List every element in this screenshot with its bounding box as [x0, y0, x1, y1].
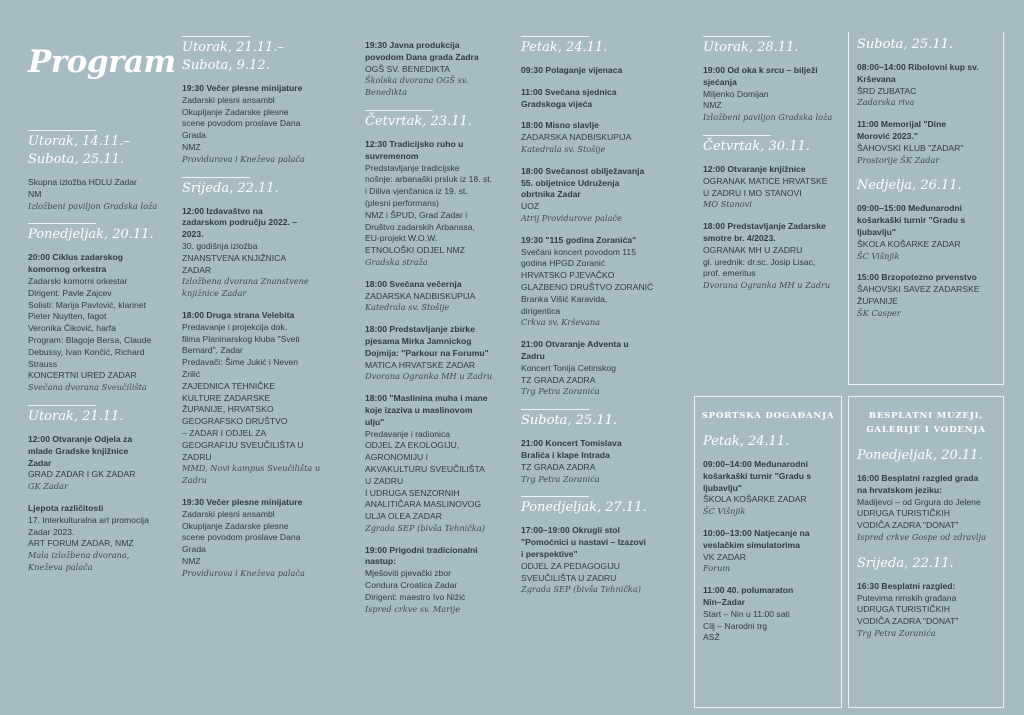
event-entry — [703, 528, 833, 575]
event-title: 11:00 Memorijal "Dine Morović 2023." — [857, 119, 947, 141]
day-section — [703, 135, 849, 292]
event-entry — [365, 545, 510, 616]
event-title: 19:30 Javna produkcija povodom Dana grada Zadra — [365, 40, 479, 62]
event-venue: Dvorana Ogranka MH u Zadru — [703, 280, 831, 291]
event-title: 19:00 Od oka k srcu – bilježi sjećanja — [703, 65, 818, 87]
event-venue: ŠK Casper — [857, 307, 901, 318]
event-details: Koncert Tonija Cetinskog TZ GRADA ZADRA — [521, 362, 616, 385]
event-entry — [28, 503, 170, 574]
day-heading: Petak, 24.11. — [703, 434, 790, 449]
event-entry — [28, 177, 170, 212]
weekend-box — [848, 32, 1004, 385]
event-details: Predavanje i radionica ODJEL ZA EKOLOGIJU, AGRONOMIJU I AKVAKULTURU SVEUČILIŠTA U ZADRU I UDRUGA SENZORNIH ANALITIČARA MASLINOVOG ULJA OLEA ZADAR — [365, 428, 485, 522]
event-details: Mješoviti pjevački zbor Condura Croatica Zadar Dirigent: maestro Ivo Nižić — [365, 568, 466, 602]
event-details: MATICA HRVATSKE ZADAR — [365, 359, 476, 370]
event-venue: Dvorana Ogranka MH u Zadru — [365, 371, 493, 382]
section-divider — [28, 405, 96, 406]
day-heading: Utorak, 28.11. — [703, 40, 799, 55]
event-title: 11:00 Svečana sjednica Gradskoga vijeća — [521, 86, 617, 109]
day-heading: Subota, 25.11. — [857, 37, 954, 52]
event-entry — [521, 235, 669, 329]
day-section — [28, 223, 170, 394]
event-venue: Izložbeni paviljon Gradska loža — [28, 200, 158, 211]
event-entry — [28, 434, 170, 493]
event-entry — [521, 525, 669, 596]
event-entry — [857, 203, 995, 262]
event-entry — [365, 139, 510, 269]
day-heading: Srijeda, 22.11. — [182, 180, 279, 196]
event-title: 18:00 Predstavljanje zbirke pjesama Mirka Jamnickog Dojmija: "Parkour na Forumu" — [365, 324, 489, 358]
event-venue: Školska dvorana OGŠ sv. Benedikta — [365, 75, 469, 98]
event-details: Predstavljanje tradicijske nošnje: arbanaški prsluk iz 18. st. i Diliva vjenčanica iz 19. st. (plesni performans) NMZ i ŠPUD, Grad Zadar i Društvo zadarskih Arbanasa, EU-projekt W.O.W. ETNOLOŠKI ODJEL NMZ — [365, 162, 493, 256]
event-venue: Svečana dvorana Sveučilišta — [28, 382, 147, 393]
event-venue: Katedrala sv. Stošije — [521, 143, 606, 154]
day-section — [365, 40, 510, 99]
event-title: 21:00 Otvaranje Adventa u Zadru — [521, 339, 629, 361]
event-details: Start – Nin u 11:00 sati Cilj – Narodni trg ASŽ — [703, 608, 790, 643]
event-entry — [857, 119, 995, 166]
event-title: 08:00–14:00 Ribolovni kup sv. Krševana — [857, 62, 979, 84]
section-divider — [182, 177, 250, 178]
event-title: 18:00 Misno slavlje — [521, 120, 599, 131]
column-2 — [182, 36, 332, 590]
event-entry — [521, 166, 669, 225]
event-venue: GK Zadar — [28, 481, 68, 492]
event-title: Ljepota različitosti — [28, 502, 104, 513]
event-title: 09:00–14:00 Međunarodni košarkaški turnir "Gradu s ljubavlju" — [703, 459, 812, 493]
event-venue: Zgrada SEP (bivša Tehnička) — [521, 584, 641, 595]
event-venue: ŠC Višnjik — [857, 250, 900, 261]
event-details: 17. Interkulturalna art promocija Zadar 2023. ART FORUM ZADAR, NMZ — [28, 514, 149, 549]
event-title: 15:00 Brzopotezno prvenstvo — [857, 272, 977, 283]
event-venue: Providurova i Kneževa palača — [182, 567, 305, 578]
event-venue: Prostorije ŠK Zadar — [857, 154, 940, 165]
event-title: 21:00 Koncert Tomislava Bralića i klape Intrada — [521, 438, 622, 460]
day-heading: Četvrtak, 23.11. — [365, 113, 472, 129]
day-section — [703, 36, 849, 124]
museums-box-heading: BESPLATNI MUZEJI, GALERIJE I VODENJA — [866, 411, 986, 435]
event-title: 19:00 Prigodni tradicionalni nastup: — [365, 544, 478, 567]
event-venue: Izložbena dvorana Znanstvene knjižnice Zadar — [182, 276, 309, 299]
event-title: 18:00 Druga strana Velebita — [182, 309, 295, 320]
event-details: ŠKOLA KOŠARKE ZADAR — [703, 494, 807, 505]
section-divider — [521, 36, 589, 37]
event-entry — [365, 324, 510, 383]
event-entry — [365, 279, 510, 314]
event-venue: Trg Petra Zoranića — [521, 473, 600, 484]
sport-box-heading: SPORTSKA DOGAĐANJA — [701, 411, 835, 421]
program-title: Program — [28, 44, 176, 80]
event-entry — [521, 87, 669, 111]
event-details: ŠKOLA KOŠARKE ZADAR — [857, 238, 961, 249]
event-details: ZADARSKA NADBISKUPIJA — [521, 132, 632, 143]
day-section — [365, 110, 510, 615]
event-details: Predavanje i projekcija dok. filma Planinarskog kluba "Sveti Bernard", Zadar Predavači: Šime Jukić i Neven Zrilić ZAJEDNICA TEHNIČKE KULTURE ZADARSKE ŽUPANIJE, HRVATSKO GEOGRAFSKO DRUŠTVO – ZADAR I ODJEL ZA GEOGRAFIJU SVEUČILIŠTA U ZADRU — [182, 321, 304, 462]
event-venue: Izložbeni paviljon Gradska loža — [703, 112, 833, 123]
section-divider — [365, 110, 433, 111]
event-venue: Providurova i Kneževa palača — [182, 153, 305, 164]
day-heading: Utorak, 21.11.– Subota, 9.12. — [182, 40, 284, 73]
event-venue: Mala izložbena dvorana, Kneževa palača — [28, 550, 130, 572]
day-heading: Utorak, 14.11.– Subota, 25.11. — [28, 134, 130, 167]
day-heading: Ponedjeljak, 20.11. — [857, 448, 983, 463]
day-section — [521, 496, 669, 596]
event-entry — [365, 40, 510, 99]
event-entry — [703, 221, 849, 292]
event-entry — [365, 393, 510, 535]
event-entry — [521, 438, 669, 485]
event-title: 16:30 Besplatni razgled: — [857, 580, 956, 591]
event-venue: Crkva sv. Krševana — [521, 317, 601, 328]
section-divider — [521, 496, 589, 497]
day-heading: Utorak, 21.11. — [28, 408, 124, 424]
event-details: OGRANAK MATICE HRVATSKE U ZADRU I MO STANOVI — [703, 175, 828, 198]
event-entry — [182, 497, 332, 580]
event-entry — [857, 62, 995, 109]
event-details: ŠAHOVSKI KLUB "ZADAR" — [857, 142, 964, 153]
event-details: Madijevci – od Grgura do Jelene UDRUGA TURISTIČKIH VODIČA ZADRA "DONAT" — [857, 496, 981, 531]
event-venue: Zgrada SEP (bivša Tehnička) — [365, 522, 485, 533]
event-venue: Atrij Providurove palače — [521, 212, 622, 223]
event-title: 19:30 Večer plesne minijature — [182, 83, 303, 93]
column-4 — [521, 36, 669, 607]
day-section — [521, 409, 669, 485]
event-title: 19:30 "115 godina Zoranića" — [521, 234, 637, 245]
day-section — [521, 36, 669, 398]
event-title: 20:00 Ciklus zadarskog komornog orkestra — [28, 252, 124, 275]
section-divider — [703, 135, 771, 136]
day-section — [28, 130, 170, 212]
day-section — [182, 177, 332, 580]
event-entry — [521, 339, 669, 398]
day-heading: Srijeda, 22.11. — [857, 555, 954, 571]
event-details: ŠAHOVSKI SAVEZ ZADARSKE ŽUPANIJE — [857, 284, 980, 306]
day-heading: Četvrtak, 30.11. — [703, 138, 810, 154]
event-details: ZADARSKA NADBISKUPIJA — [365, 290, 476, 301]
event-title: 12:00 Izdavaštvo na zadarskom području 2022. – 2023. — [182, 205, 298, 240]
event-entry — [182, 206, 332, 300]
column-5 — [703, 36, 849, 303]
event-entry — [857, 272, 995, 319]
event-details: NM — [28, 188, 42, 199]
event-details: UOZ — [521, 201, 540, 212]
event-venue: Ispred crkve sv. Marije — [365, 603, 461, 614]
section-divider — [703, 36, 771, 37]
day-section — [857, 447, 995, 544]
day-section — [28, 405, 170, 574]
day-section — [857, 555, 995, 640]
event-details: Zadarski plesni ansambl Okupljanje Zadarske plesne scene povodom proslave Dana Grada NMZ — [182, 508, 301, 566]
day-heading: Ponedjeljak, 20.11. — [28, 227, 154, 243]
column-3 — [365, 40, 510, 626]
section-divider — [28, 223, 96, 224]
event-title: 17:00–19:00 Okrugli stol "Pomoćnici u nastavi – Izazovi i perspektive" — [521, 525, 646, 559]
event-venue: Forum — [703, 563, 731, 574]
event-details: Putevima rimskih građana UDRUGA TURISTIČKIH VODIČA ZADRA "DONAT" — [857, 592, 959, 627]
event-title: 18:00 Predstavljanje Zadarske smotre br. 4/2023. — [703, 221, 826, 243]
event-venue: Gradska straža — [365, 256, 428, 267]
event-details: OGŠ SV. BENEDIKTA — [365, 63, 451, 74]
event-venue: Katedrala sv. Stošije — [365, 302, 450, 313]
event-details: TZ GRADA ZADRA — [521, 461, 596, 472]
event-title: 18:00 "Maslinina muha i mane koje izaziva u maslinovom ulju" — [365, 393, 488, 427]
event-entry — [857, 473, 995, 544]
event-venue: ŠC Višnjik — [703, 506, 746, 517]
day-section — [857, 177, 995, 319]
event-entry — [703, 585, 833, 644]
event-venue: Trg Petra Zoranića — [521, 386, 600, 397]
event-title: 09:00–15:00 Međunarodni košarkaški turnir "Gradu s ljubavlju" — [857, 203, 966, 237]
event-entry — [703, 164, 849, 211]
event-entry — [521, 65, 669, 77]
event-details: Zadarski komorni orkestar Dirigent: Pavle Zajcev Solisti: Marija Pavlović, klarinet Pieter Nuytten, fagot Veronika Ćiković, harfa Program: Blagoje Bersa, Claude Debussy, Ivan Končić, Richard Strauss KONCERTNI URED ZADAR — [28, 275, 152, 381]
day-section — [703, 433, 833, 644]
day-section — [857, 36, 995, 166]
event-entry — [521, 120, 669, 155]
day-section — [182, 36, 332, 166]
event-entry — [182, 310, 332, 487]
event-venue: Trg Petra Zoranića — [857, 627, 936, 638]
event-title: 09:30 Polaganje vijenaca — [521, 65, 623, 75]
event-title: 11:00 40. polumaraton Nin–Zadar — [703, 585, 794, 607]
event-entry — [28, 252, 170, 394]
event-title: 19:30 Večer plesne minijature — [182, 496, 303, 507]
event-details: GRAD ZADAR I GK ZADAR — [28, 469, 136, 480]
day-heading: Nedjelja, 26.11. — [857, 178, 962, 194]
event-title: 18:00 Svečanost obilježavanja 55. obljetnice Udruženja obrtnika Zadar — [521, 165, 645, 200]
day-heading: Subota, 25.11. — [521, 413, 618, 429]
event-title: 16:00 Besplatni razgled grada na hrvatskom jeziku: — [857, 473, 979, 495]
event-venue: MO Stanovi — [703, 199, 752, 210]
event-title: 12:00 Otvaranje knjižnice — [703, 163, 806, 174]
event-details: 30. godišnja izložba ZNANSTVENA KNJIŽNICA ZADAR — [182, 240, 287, 275]
event-entry — [703, 65, 849, 124]
section-divider — [28, 130, 96, 131]
event-details: VK ZADAR — [703, 551, 746, 562]
section-divider — [521, 409, 589, 410]
museums-box — [848, 396, 1004, 708]
event-entry — [182, 83, 332, 166]
event-title: 12:30 Tradicijsko ruho u suvremenom — [365, 138, 464, 161]
event-details: ODJEL ZA PEDAGOGIJU SVEUČILIŠTA U ZADRU — [521, 560, 621, 583]
event-venue: MMD, Novi kampus Sveučilišta u Zadru — [182, 463, 321, 486]
event-venue: Zadarska riva — [857, 97, 915, 108]
event-details: ŠRD ZUBATAC — [857, 85, 917, 96]
event-title: 18:00 Svečana večernja — [365, 278, 462, 289]
day-heading: Ponedjeljak, 27.11. — [521, 500, 647, 516]
event-title: 10:00–13:00 Natjecanje na veslačkim simulatorima — [703, 527, 810, 550]
event-details: Miljenko Domijan NMZ — [703, 88, 769, 111]
event-details: Zadarski plesni ansambl Okupljanje Zadarske plesne scene povodom proslave Dana Grada NMZ — [182, 94, 301, 152]
event-details: Skupna izložba HDLU Zadar — [28, 177, 137, 187]
day-heading: Petak, 24.11. — [521, 40, 608, 55]
event-title: 12:00 Otvaranje Odjela za mlade Gradske knjižnice Zadar — [28, 433, 133, 468]
section-divider — [182, 36, 250, 37]
event-entry — [703, 459, 833, 518]
event-details: OGRANAK MH U ZADRU gl. urednik: dr.sc. Josip Lisac, prof. emeritus — [703, 244, 816, 279]
event-details: Svečani koncert povodom 115 godina HPGD Zoranić HRVATSKO PJEVAČKO GLAZBENO DRUŠTVO ZORANIĆ Branka Višić Karavida, dirigentica — [521, 246, 654, 316]
column-1 — [28, 130, 170, 585]
sport-box — [694, 396, 842, 708]
event-venue: Ispred crkve Gospe od zdravlja — [857, 531, 986, 542]
event-entry — [857, 581, 995, 640]
